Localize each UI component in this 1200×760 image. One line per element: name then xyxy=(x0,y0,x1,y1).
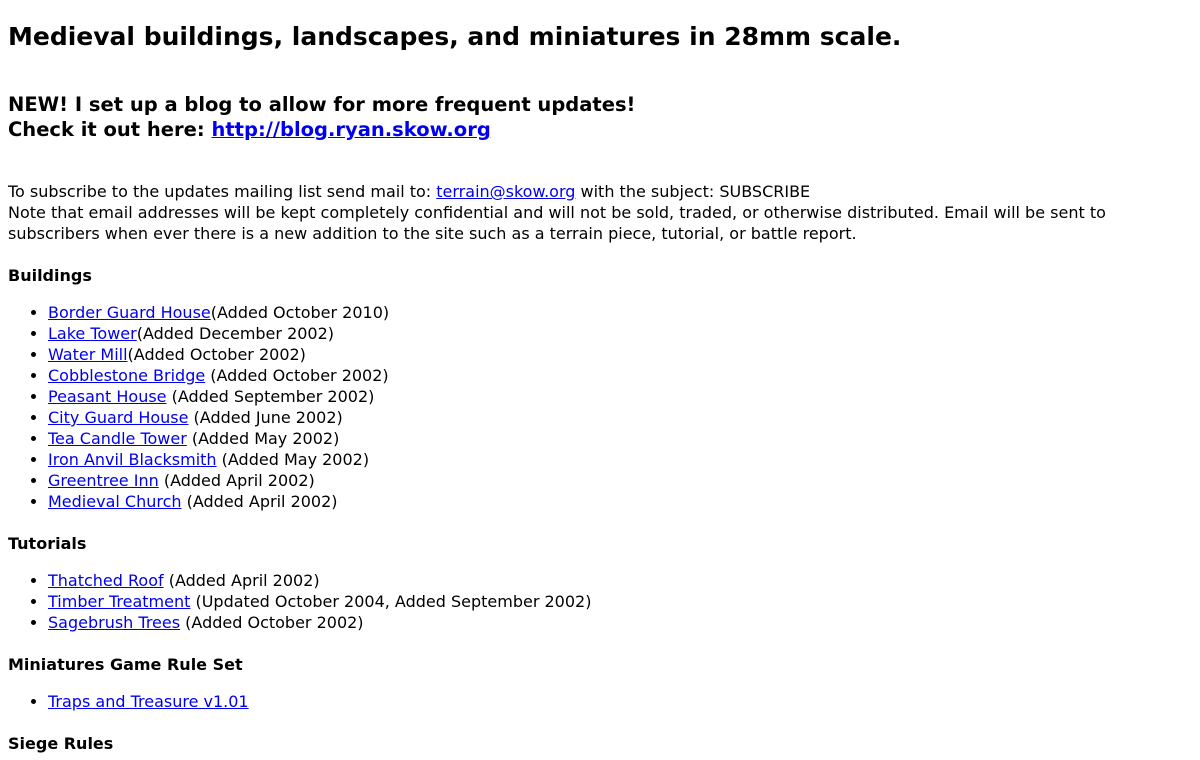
building-link-medieval-church[interactable]: Medieval Church xyxy=(48,492,182,511)
building-link-cobblestone-bridge[interactable]: Cobblestone Bridge xyxy=(48,366,206,385)
list-item xyxy=(48,365,1192,386)
building-link-lake-tower[interactable]: Lake Tower xyxy=(48,324,137,343)
tutorial-link-sagebrush-trees[interactable]: Sagebrush Trees xyxy=(48,613,181,632)
subscribe-info xyxy=(8,181,1192,244)
page-content xyxy=(0,20,1200,754)
item-date: (Added October 2002) xyxy=(180,613,364,632)
building-link-tea-candle-tower[interactable]: Tea Candle Tower xyxy=(48,429,187,448)
blog-announcement xyxy=(8,92,1192,142)
blog-link-line xyxy=(8,117,1192,142)
item-date: (Added May 2002) xyxy=(186,429,340,448)
section-heading-buildings: Buildings xyxy=(8,266,92,285)
item-date: (Added December 2002) xyxy=(136,324,335,343)
list-item xyxy=(48,470,1192,491)
section-heading-siege-rules: Siege Rules xyxy=(8,734,114,753)
building-link-greentree-inn[interactable]: Greentree Inn xyxy=(48,471,159,490)
buildings-list xyxy=(8,302,1192,512)
tutorials-list xyxy=(8,570,1192,633)
blog-link-prefix: Check it out here: xyxy=(8,118,212,141)
list-item xyxy=(48,344,1192,365)
list-item xyxy=(48,591,1192,612)
item-date: (Added September 2002) xyxy=(166,387,375,406)
subscribe-suffix: with the subject: SUBSCRIBE xyxy=(575,182,811,201)
list-item xyxy=(48,491,1192,512)
building-link-iron-anvil-blacksmith[interactable]: Iron Anvil Blacksmith xyxy=(48,450,217,469)
item-date: (Updated October 2004, Added September 2002) xyxy=(190,592,592,611)
list-item xyxy=(48,570,1192,591)
list-item xyxy=(48,428,1192,449)
list-item xyxy=(48,302,1192,323)
list-item xyxy=(48,323,1192,344)
subscribe-line xyxy=(8,181,1192,202)
page-title: Medieval buildings, landscapes, and miniatures in 28mm scale. xyxy=(8,22,902,51)
tutorial-link-thatched-roof[interactable]: Thatched Roof xyxy=(48,571,164,590)
building-link-peasant-house[interactable]: Peasant House xyxy=(48,387,167,406)
item-date: (Added May 2002) xyxy=(216,450,370,469)
list-item xyxy=(48,407,1192,428)
subscribe-email-link[interactable]: terrain@skow.org xyxy=(436,182,576,201)
tutorial-link-timber-treatment[interactable]: Timber Treatment xyxy=(48,592,191,611)
building-link-border-guard-house[interactable]: Border Guard House xyxy=(48,303,211,322)
item-date: (Added October 2002) xyxy=(205,366,389,385)
item-date: (Added April 2002) xyxy=(158,471,315,490)
item-date: (Added April 2002) xyxy=(163,571,320,590)
list-item xyxy=(48,691,1192,712)
rules-link-traps-and-treasure[interactable]: Traps and Treasure v1.01 xyxy=(48,692,249,711)
rules-list xyxy=(8,691,1192,712)
list-item xyxy=(48,612,1192,633)
list-item xyxy=(48,449,1192,470)
building-link-water-mill[interactable]: Water Mill xyxy=(48,345,128,364)
privacy-note: Note that email addresses will be kept completely confidential and will not be sold, traded, or otherwise distributed. Email will be sent to subscribers when ever there is a new addition to the site such as a terrain piece, tutorial, or battle report. xyxy=(8,203,1106,243)
item-date: (Added April 2002) xyxy=(181,492,338,511)
list-item xyxy=(48,386,1192,407)
subscribe-prefix: To subscribe to the updates mailing list send mail to: xyxy=(8,182,437,201)
item-date: (Added June 2002) xyxy=(188,408,343,427)
blog-link[interactable]: http://blog.ryan.skow.org xyxy=(211,118,491,141)
section-heading-tutorials: Tutorials xyxy=(8,534,87,553)
item-date: (Added October 2002) xyxy=(127,345,306,364)
item-date: (Added October 2010) xyxy=(210,303,390,322)
blog-announcement-line: NEW! I set up a blog to allow for more frequent updates! xyxy=(8,93,636,116)
building-link-city-guard-house[interactable]: City Guard House xyxy=(48,408,189,427)
section-heading-rule-set: Miniatures Game Rule Set xyxy=(8,655,243,674)
